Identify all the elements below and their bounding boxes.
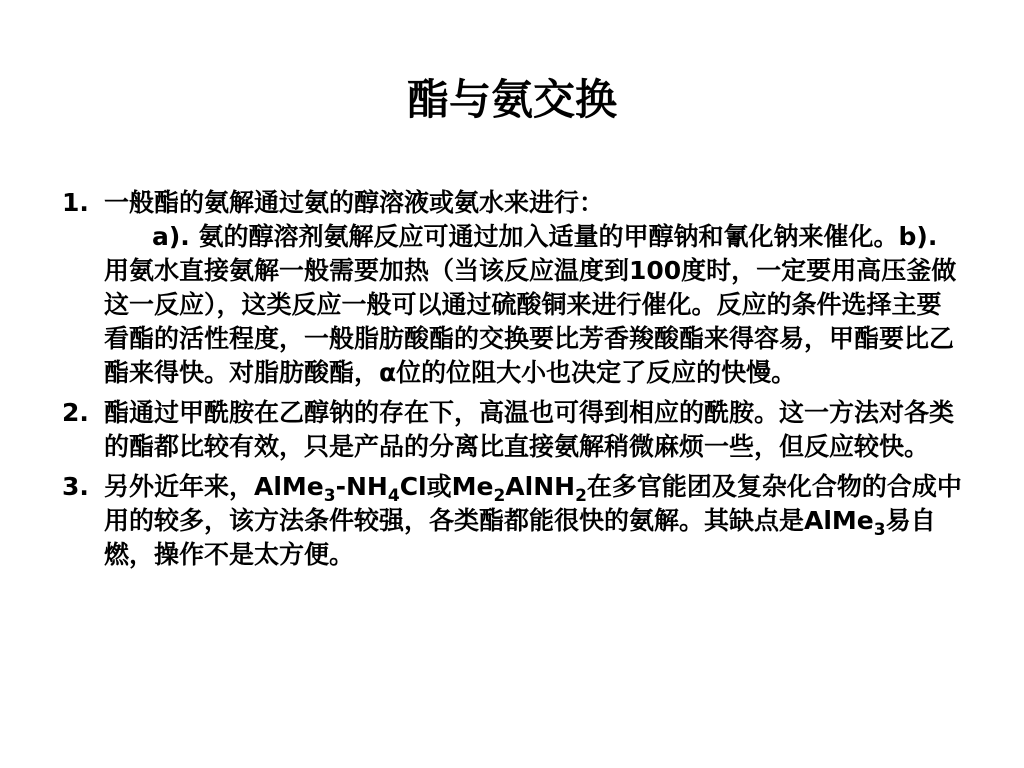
text-segment: 易自燃，操作不是太方便。 (104, 506, 936, 569)
item-text: 酯通过甲酰胺在乙醇钠的存在下，高温也可得到相应的酰胺。这一方法对各类的酯都比较有效，只是产品的分离比直接氨解稍微麻烦一些，但反应较快。 (104, 398, 955, 461)
subscript: 4 (387, 486, 400, 506)
item-number: 1. (62, 188, 89, 217)
list-item-2 (62, 396, 962, 464)
subscript: 3 (873, 520, 886, 540)
subscript: 2 (493, 486, 506, 506)
text-segment: 另外近年来，AlMe (104, 472, 324, 501)
item-text (104, 470, 962, 572)
item-paragraph: a). 氨的醇溶剂氨解反应可通过加入适量的甲醇钠和氰化钠来催化。b). 用氨水直接氨解一般需要加热（当该反应温度到100度时，一定要用高压釜做这一反应），这类反应一般可以通过硫酸铜来进行催化。反应的条件选择主要看酯的活性程度，一般脂肪酸酯的交换要比芳香羧酸酯来得容易，甲酯要比乙酯来得快。对脂肪酸酯，α位的位阻大小也决定了反应的快慢。 (104, 222, 957, 387)
text-segment: -NH (335, 472, 388, 501)
list-item-3 (62, 470, 962, 572)
list-item-1 (62, 186, 962, 390)
text-segment: 在多官能团及复杂化合物的合成中用的较多，该方法条件较强，各类酯都能很快的氨解。其缺点是AlMe (104, 472, 962, 535)
text-segment: Cl或Me (399, 472, 494, 501)
item-lead-text: 一般酯的氨解通过氨的醇溶液或氨水来进行： (104, 188, 605, 217)
item-number: 2. (62, 398, 89, 427)
text-segment: AlNH (505, 472, 576, 501)
slide-body (62, 186, 962, 578)
item-number: 3. (62, 472, 89, 501)
slide-title: 酯与氨交换 (406, 75, 617, 124)
subscript: 2 (575, 486, 587, 506)
subscript: 3 (323, 486, 336, 506)
